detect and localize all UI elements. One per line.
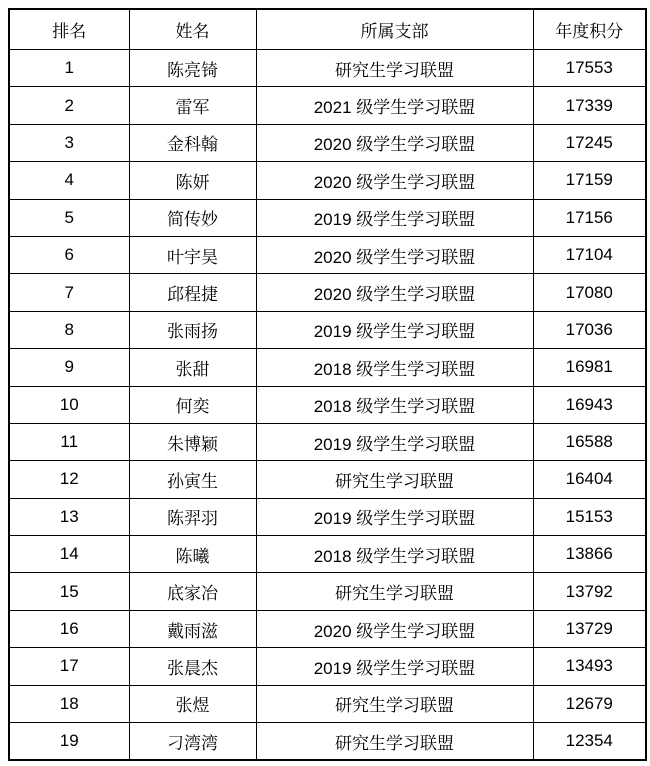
branch-cell: 2020 级学生学习联盟	[256, 124, 533, 161]
points-cell: 13792	[533, 573, 646, 610]
rank-cell: 13	[9, 498, 129, 535]
table-row	[9, 87, 646, 124]
rank-cell: 4	[9, 162, 129, 199]
branch-cell: 2020 级学生学习联盟	[256, 236, 533, 273]
column-header-name: 姓名	[129, 9, 256, 50]
rank-cell: 15	[9, 573, 129, 610]
name-cell: 朱博颖	[129, 423, 256, 460]
points-cell: 13493	[533, 648, 646, 685]
table-row	[9, 124, 646, 161]
branch-cell: 2018 级学生学习联盟	[256, 349, 533, 386]
points-cell: 17156	[533, 199, 646, 236]
points-cell: 17245	[533, 124, 646, 161]
points-cell: 12354	[533, 723, 646, 761]
table-row	[9, 311, 646, 348]
branch-cell: 研究生学习联盟	[256, 461, 533, 498]
table-row	[9, 274, 646, 311]
table-row	[9, 648, 646, 685]
table-row	[9, 236, 646, 273]
column-header-rank: 排名	[9, 9, 129, 50]
branch-cell: 2019 级学生学习联盟	[256, 311, 533, 348]
branch-cell: 研究生学习联盟	[256, 723, 533, 761]
branch-cell: 2020 级学生学习联盟	[256, 610, 533, 647]
name-cell: 刁湾湾	[129, 723, 256, 761]
rank-cell: 3	[9, 124, 129, 161]
column-header-points: 年度积分	[533, 9, 646, 50]
name-cell: 张甜	[129, 349, 256, 386]
column-header-branch: 所属支部	[256, 9, 533, 50]
branch-cell: 研究生学习联盟	[256, 573, 533, 610]
name-cell: 陈妍	[129, 162, 256, 199]
points-cell: 16981	[533, 349, 646, 386]
points-cell: 13866	[533, 536, 646, 573]
rank-cell: 1	[9, 50, 129, 87]
name-cell: 陈曦	[129, 536, 256, 573]
table-row	[9, 573, 646, 610]
name-cell: 底家冶	[129, 573, 256, 610]
rank-cell: 19	[9, 723, 129, 761]
name-cell: 陈亮锜	[129, 50, 256, 87]
branch-cell: 研究生学习联盟	[256, 685, 533, 722]
points-cell: 17080	[533, 274, 646, 311]
rank-cell: 11	[9, 423, 129, 460]
name-cell: 雷军	[129, 87, 256, 124]
branch-cell: 2019 级学生学习联盟	[256, 648, 533, 685]
header-row	[9, 9, 646, 50]
rank-cell: 10	[9, 386, 129, 423]
points-cell: 17104	[533, 236, 646, 273]
name-cell: 邱程捷	[129, 274, 256, 311]
table-row	[9, 423, 646, 460]
points-cell: 17553	[533, 50, 646, 87]
table-row	[9, 498, 646, 535]
table-row	[9, 610, 646, 647]
rank-cell: 5	[9, 199, 129, 236]
name-cell: 金科翰	[129, 124, 256, 161]
name-cell: 张煜	[129, 685, 256, 722]
table-row	[9, 199, 646, 236]
rank-cell: 17	[9, 648, 129, 685]
branch-cell: 2019 级学生学习联盟	[256, 498, 533, 535]
table-row	[9, 162, 646, 199]
table-row	[9, 349, 646, 386]
points-cell: 15153	[533, 498, 646, 535]
branch-cell: 2020 级学生学习联盟	[256, 162, 533, 199]
branch-cell: 2018 级学生学习联盟	[256, 386, 533, 423]
table-row	[9, 723, 646, 761]
points-cell: 16943	[533, 386, 646, 423]
points-cell: 16588	[533, 423, 646, 460]
table-row	[9, 461, 646, 498]
table-body	[9, 50, 646, 761]
name-cell: 孙寅生	[129, 461, 256, 498]
rank-cell: 2	[9, 87, 129, 124]
table-row	[9, 50, 646, 87]
points-cell: 16404	[533, 461, 646, 498]
rank-cell: 14	[9, 536, 129, 573]
name-cell: 简传妙	[129, 199, 256, 236]
rank-cell: 12	[9, 461, 129, 498]
table-row	[9, 685, 646, 722]
name-cell: 张雨扬	[129, 311, 256, 348]
branch-cell: 2018 级学生学习联盟	[256, 536, 533, 573]
points-cell: 17036	[533, 311, 646, 348]
branch-cell: 2021 级学生学习联盟	[256, 87, 533, 124]
rank-cell: 6	[9, 236, 129, 273]
points-cell: 12679	[533, 685, 646, 722]
points-cell: 17339	[533, 87, 646, 124]
table-row	[9, 536, 646, 573]
name-cell: 张晨杰	[129, 648, 256, 685]
rank-cell: 16	[9, 610, 129, 647]
branch-cell: 2019 级学生学习联盟	[256, 199, 533, 236]
table-row	[9, 386, 646, 423]
name-cell: 戴雨滋	[129, 610, 256, 647]
branch-cell: 2019 级学生学习联盟	[256, 423, 533, 460]
rank-cell: 18	[9, 685, 129, 722]
name-cell: 叶宇昊	[129, 236, 256, 273]
branch-cell: 研究生学习联盟	[256, 50, 533, 87]
rank-cell: 9	[9, 349, 129, 386]
name-cell: 何奕	[129, 386, 256, 423]
points-cell: 17159	[533, 162, 646, 199]
branch-cell: 2020 级学生学习联盟	[256, 274, 533, 311]
rank-cell: 8	[9, 311, 129, 348]
points-cell: 13729	[533, 610, 646, 647]
name-cell: 陈羿羽	[129, 498, 256, 535]
annual-points-ranking-table	[8, 8, 647, 761]
rank-cell: 7	[9, 274, 129, 311]
